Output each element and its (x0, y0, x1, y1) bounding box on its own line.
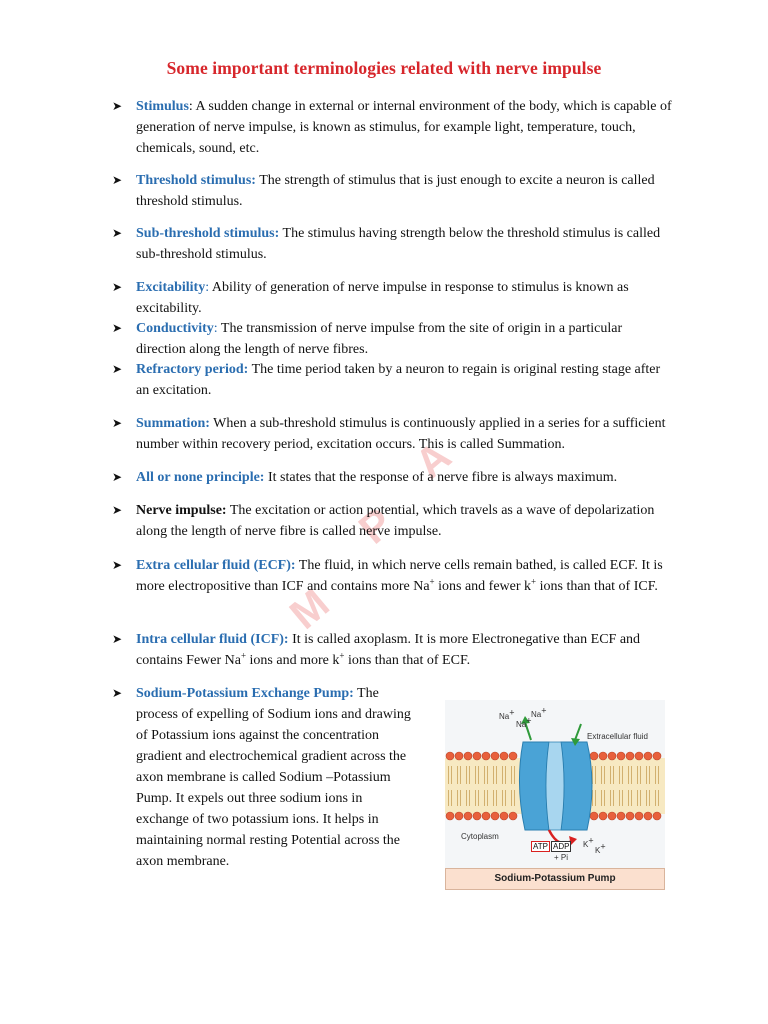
lipid-head (491, 752, 499, 760)
definition: ions than that of ECF. (344, 653, 471, 668)
watermark-letter: M (280, 579, 338, 638)
list-item (112, 359, 672, 401)
lipid-head (491, 812, 499, 820)
lipid-head (617, 812, 625, 820)
list-item (112, 629, 672, 671)
lipid-head (635, 812, 643, 820)
definition: A sudden change in external or internal environment of the body, which is capable of generation of nerve impulse, is known as stimulus, for example light, temperature, touch, chemicals, sound, etc. (136, 99, 672, 156)
na-label: Na+ (516, 715, 532, 729)
list-item (112, 96, 672, 159)
definition: The transmission of nerve impulse from the site of origin in a particular direction along the length of nerve fibres. (136, 321, 623, 357)
lipid-head (509, 752, 517, 760)
bullet-arrow-icon: ➤ (112, 226, 123, 240)
term: Extra cellular fluid (ECF): (136, 558, 296, 573)
lipid-head (464, 812, 472, 820)
bullet-arrow-icon: ➤ (112, 558, 123, 572)
lipid-head (455, 812, 463, 820)
definition: ions than that of ICF. (536, 579, 658, 594)
lipid-head (617, 752, 625, 760)
extracellular-label: Extracellular fluid (587, 732, 648, 741)
term: Threshold stimulus: (136, 173, 256, 188)
definition: ions and more k (246, 653, 340, 668)
bullet-arrow-icon: ➤ (112, 503, 123, 517)
superscript: + (339, 650, 345, 661)
lipid-head (653, 752, 661, 760)
list-item (112, 683, 412, 872)
lipid-head (500, 752, 508, 760)
definition: It states that the response of a nerve fibre is always maximum. (264, 470, 618, 485)
term: Excitability (136, 280, 206, 295)
watermark-letter: A (406, 431, 460, 488)
lipid-head (608, 812, 616, 820)
lipid-head (608, 752, 616, 760)
term: Conductivity (136, 321, 214, 336)
definition: The excitation or action potential, which travels as a wave of depolarization along the length of nerve fibre is called nerve impulse. (136, 503, 655, 539)
definition: When a sub-threshold stimulus is continuously applied in a series for a sufficient number within recovery period, excitation occurs. This is called Summation. (136, 416, 666, 452)
lipid-head (626, 812, 634, 820)
na-label: Na+ (531, 705, 547, 719)
lipid-head (644, 752, 652, 760)
definition: The fluid, in which nerve cells remain bathed, is called ECF. It is more electropositive than ICF and contains more Na (136, 558, 663, 594)
term: Summation: (136, 416, 210, 431)
pi-label: + Pi (554, 853, 569, 862)
bullet-arrow-icon: ➤ (112, 99, 123, 113)
term-separator: : (213, 321, 218, 336)
term-separator: : (188, 99, 193, 114)
lipid-head (473, 812, 481, 820)
lipid-head (599, 752, 607, 760)
lipid-head (464, 752, 472, 760)
lipid-head (446, 752, 454, 760)
definition: It is called axoplasm. It is more Electronegative than ECF and contains Fewer Na (136, 632, 641, 668)
list-item (112, 318, 672, 360)
lipid-head (509, 812, 517, 820)
bullet-arrow-icon: ➤ (112, 362, 123, 376)
lipid-head (482, 752, 490, 760)
lipid-head (626, 752, 634, 760)
definition: Ability of generation of nerve impulse in response to stimulus is known as excitability. (136, 280, 629, 316)
lipid-head (599, 812, 607, 820)
bullet-arrow-icon: ➤ (112, 470, 123, 484)
sodium-potassium-pump-figure (445, 700, 665, 888)
watermark-letter: P (349, 498, 402, 553)
lipid-head (590, 752, 598, 760)
term: Intra cellular fluid (ICF): (136, 632, 289, 647)
na-label: Na+ (499, 707, 515, 721)
superscript: + (240, 650, 247, 661)
page-title: Some important terminologies related with nerve impulse (166, 58, 602, 78)
list-item (112, 170, 672, 212)
term: Sodium-Potassium Exchange Pump: (136, 686, 354, 701)
list-item (112, 277, 672, 319)
lipid-head (590, 812, 598, 820)
bullet-arrow-icon: ➤ (112, 416, 123, 430)
lipid-head (635, 752, 643, 760)
lipid-head (653, 812, 661, 820)
bullet-arrow-icon: ➤ (112, 686, 123, 700)
definition: The stimulus having strength below the threshold stimulus is called sub-threshold stimulus. (136, 226, 661, 262)
figure-caption: Sodium-Potassium Pump (445, 868, 665, 890)
term-separator: : (205, 280, 210, 295)
definition: The time period taken by a neuron to regain is original resting stage after an excitation. (136, 362, 661, 398)
bullet-arrow-icon: ➤ (112, 173, 123, 187)
list-item (112, 555, 672, 597)
superscript: + (429, 576, 435, 587)
lipid-head (644, 812, 652, 820)
lipid-head (455, 752, 463, 760)
definition: The strength of stimulus that is just enough to excite a neuron is called threshold stimulus. (136, 173, 655, 209)
definition: The process of expelling of Sodium ions and drawing of Potassium ions against the concentration gradient and electrochemical gradient across the axon membrane is called Sodium –Potassium Pump. It expels out three sodium ions in exchange of two potassium ions. It helps in maintaining normal resting Potential across the axon membrane. (136, 686, 411, 869)
adp-label: ADP (553, 842, 570, 851)
bullet-arrow-icon: ➤ (112, 321, 123, 335)
k-label: K+ (583, 835, 594, 849)
superscript: + (531, 576, 537, 587)
cytoplasm-label: Cytoplasm (461, 832, 499, 841)
bullet-arrow-icon: ➤ (112, 632, 123, 646)
k-label: K+ (595, 841, 606, 855)
definition: ions and fewer k (434, 579, 532, 594)
lipid-head (482, 812, 490, 820)
atp-label: ATP (533, 842, 548, 851)
list-item (112, 500, 672, 542)
bullet-arrow-icon: ➤ (112, 280, 123, 294)
lipid-head (446, 812, 454, 820)
lipid-head (500, 812, 508, 820)
term: All or none principle: (136, 470, 265, 485)
term: Stimulus (136, 99, 189, 114)
term: Refractory period: (136, 362, 249, 377)
pump-protein (519, 742, 592, 830)
term: Sub-threshold stimulus: (136, 226, 280, 241)
list-item (112, 467, 672, 488)
list-item (112, 413, 672, 455)
term: Nerve impulse: (136, 503, 227, 518)
lipid-head (473, 752, 481, 760)
list-item (112, 223, 672, 265)
